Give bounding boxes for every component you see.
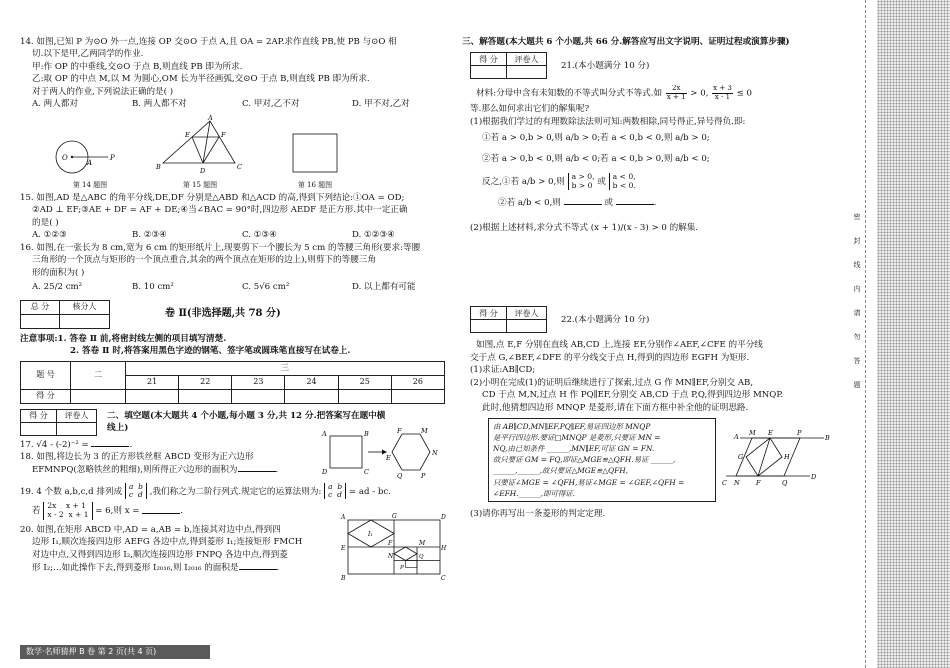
- fill-section-title: 二、填空题(本大题共 4 个小题,每小题 3 分,共 12 分.把答案写在题中横: [107, 410, 386, 421]
- q21-ex2-denominator: x - 1: [714, 92, 731, 101]
- q21-rule4: ②若 a/b < 0,则 或 .: [498, 198, 657, 209]
- seal-char-1: 密: [853, 213, 861, 221]
- q14-stem2: 切.以下是甲,乙两同学的作业.: [32, 49, 144, 60]
- fig15-label-f: F: [221, 130, 226, 139]
- q16-line1: 16. 如图,在一张长为 8 cm,宽为 6 cm 的矩形纸片上,现要剪下一个腰长为 5 cm 的等腰三角形(要求:等腰: [20, 242, 421, 253]
- q21-system-2: [609, 173, 636, 190]
- q21-rule4-text: ②若 a/b < 0,则: [498, 198, 561, 209]
- fill-grader-score-label: 得 分: [21, 409, 57, 422]
- fig18-label-e: E: [386, 453, 391, 462]
- q19-rule-b: b: [337, 482, 343, 491]
- fig22-label-h: H: [784, 453, 790, 462]
- q21-or: 或: [597, 177, 606, 188]
- q20-line4: 形 I₂;…如此操作下去,得到菱形 I₂₀₁₆,则 I₂₀₁₆ 的面积是 .: [32, 563, 280, 573]
- q19-line1-end: = ad - bc.: [348, 486, 391, 497]
- q22-grader-box: [470, 306, 547, 333]
- fig20-label-q: Q: [419, 553, 424, 560]
- fill-section-title2: 线上): [107, 422, 129, 433]
- score-table-part-two: 二: [71, 361, 126, 389]
- q21-part1: (1)根据我们学过的有理数除法法则可知:两数相除,同号得正,异号得负.即:: [470, 116, 746, 127]
- q22-header: [470, 306, 850, 333]
- fig18-label-b: B: [364, 429, 369, 438]
- q21-grader-reviewer-label: 评卷人: [507, 53, 547, 66]
- score-cell-21[interactable]: [126, 389, 179, 403]
- figure-20: [340, 512, 450, 582]
- page-footer: 数学·名师猜押 B 卷 第 2 页(共 4 页): [20, 645, 210, 659]
- seal-char-8: 题: [853, 381, 861, 389]
- q19-rule-d: d: [337, 490, 342, 500]
- q14-jia: 甲:作 OP 的中垂线,交⊙O 于点 B,则直线 PB 即为所求.: [32, 61, 243, 72]
- question-14: [20, 36, 450, 111]
- score-table-col-25: 25: [338, 375, 391, 389]
- q15-line1: 15. 如图,AD 是△ABC 的角平分线,DE,DF 分别是△ABD 和△ACD 的高,得到下列结论:①OA = OD;: [20, 193, 405, 203]
- q14-option-a[interactable]: A. 两人都对: [32, 99, 79, 110]
- figure-18: [320, 428, 450, 486]
- fig20-label-c: C: [441, 574, 446, 582]
- fig14-label-a: A: [87, 158, 93, 167]
- score-table-score-label: 得 分: [21, 389, 71, 403]
- q21-intro2: 等.那么如何求出它们的解集呢?: [470, 104, 590, 115]
- q21-title: 21.(本小题满分 10 分): [561, 60, 650, 71]
- q21-grader-reviewer-cell[interactable]: [507, 66, 547, 79]
- figure-14: [40, 137, 140, 190]
- fig22-label-q: Q: [782, 479, 788, 488]
- q17: 17. √4 - (-2)⁻² = .: [20, 439, 133, 450]
- score-cell-24[interactable]: [285, 389, 338, 403]
- score-checker-label: 核分人: [60, 300, 110, 314]
- q17-answer-blank[interactable]: [91, 438, 129, 447]
- q22-proof-box[interactable]: [488, 418, 716, 502]
- q18-line1: 18. 如图,将边长为 3 的正方形铁丝框 ABCD 变形为正六边形: [20, 451, 254, 462]
- fig18-label-q: Q: [397, 471, 403, 480]
- figure-22: [722, 426, 832, 496]
- q15-line3: 的是( ): [32, 217, 59, 228]
- q14-judge: 对于两人的作业,下列说法正确的是( ): [32, 86, 174, 97]
- q19-answer-blank[interactable]: [142, 505, 180, 514]
- q21-part2: (2)根据上述材料,求分式不等式 (x + 1)/(x - 3) > 0 的解集.: [470, 222, 699, 233]
- q19-m22: x + 1: [68, 510, 89, 520]
- fig20-label-a: A: [341, 513, 346, 521]
- fig15-label-a: A: [208, 114, 213, 122]
- fig22-label-n: N: [734, 479, 740, 488]
- question-16: [20, 242, 450, 294]
- score-table-col-21: 21: [126, 375, 179, 389]
- q15-option-b[interactable]: B. ②③④: [132, 230, 167, 241]
- q19-det-d: d: [137, 490, 143, 500]
- q21-sys2-a: a < 0,: [612, 172, 636, 181]
- q18-line2: EFMNPQ(忽略铁丝的粗细),则所得正六边形的面积为 .: [32, 465, 279, 476]
- figure-16-caption: 第 16 题图: [297, 180, 333, 189]
- q21-header: [470, 52, 850, 79]
- q22-grader-score-label: 得 分: [471, 307, 507, 320]
- score-table-col-24: 24: [285, 375, 338, 389]
- fig15-label-b: B: [156, 162, 161, 171]
- proof-line-5: ______,______,故只要证△MGE≌△QFH,: [493, 466, 629, 476]
- score-cell-22[interactable]: [179, 389, 232, 403]
- q19-given-determinant: [43, 502, 92, 519]
- score-cell-26[interactable]: [391, 389, 444, 403]
- q20-line3: 对边中点,又得到四边形 I₂,顺次连接四边形 FNPQ 各边中点,得到菱: [32, 549, 288, 560]
- q16-line2: 三角形的一个顶点与矩形的一个顶点重合,其余的两个顶点在矩形的边上),则剪下的等腰三角: [32, 255, 376, 266]
- fig22-label-c: C: [722, 479, 727, 488]
- seal-char-5: 请: [853, 309, 861, 317]
- fig20-label-e: E: [341, 544, 346, 552]
- seal-char-7: 答: [853, 357, 861, 365]
- q21-ex2-numerator: x + 3: [713, 85, 732, 93]
- fig22-label-a: A: [734, 433, 739, 442]
- score-table-col-23: 23: [232, 375, 285, 389]
- q14-yi: 乙:取 OP 的中点 M,以 M 为圆心,OM 长为半径画弧,交⊙O 于点 B,则直线 PB 即为所求.: [32, 74, 370, 85]
- q19-rule-a: a: [328, 482, 333, 491]
- fill-grader-reviewer-cell[interactable]: [57, 422, 97, 435]
- q16-line3: 形的面积为( ): [32, 267, 85, 278]
- q22-line7: (3)请你再写出一条菱形的判定定理.: [470, 508, 606, 519]
- score-checker-cell[interactable]: [60, 314, 110, 328]
- fig22-label-f: F: [756, 479, 761, 488]
- score-table-part-three: 三: [126, 361, 445, 375]
- proof-line-1: 由 AB∥CD,MN∥EF,PQ∥EF,易证四边形 MNQP: [493, 422, 651, 432]
- fill-grader-box: [20, 409, 97, 436]
- q19-det-b: b: [138, 482, 143, 491]
- q16-option-a[interactable]: A. 25/2 cm²: [32, 282, 83, 293]
- figure-16: [260, 131, 370, 190]
- q21-grader-box: [470, 52, 547, 79]
- q22-grader-score-cell[interactable]: [471, 320, 507, 333]
- q21-grader-score-cell[interactable]: [471, 66, 507, 79]
- seal-line-text: [852, 205, 862, 397]
- fig22-label-p: P: [797, 429, 802, 438]
- q21-intro-text: 材料:分母中含有未知数的不等式叫分式不等式.如: [476, 88, 663, 99]
- q14-option-b[interactable]: B. 两人都不对: [132, 99, 187, 110]
- fig18-label-p: P: [421, 471, 426, 480]
- q19-m11: 2x: [47, 502, 57, 511]
- fig18-label-d: D: [322, 467, 328, 476]
- fig18-label-f: F: [397, 427, 402, 435]
- note-2: 2. 答卷 Ⅱ 时,将答案用黑色字迹的钢笔、签字笔或圆珠笔直接写在试卷上.: [70, 346, 351, 357]
- figure-14-caption: 第 14 题图: [72, 180, 108, 189]
- q20-answer-blank[interactable]: [239, 561, 277, 570]
- binding-margin-pattern: [877, 0, 950, 668]
- q21-blank-1[interactable]: [564, 196, 602, 205]
- fig14-label-o: O: [62, 153, 68, 162]
- q19-line2-rest: = 6,则 x =: [95, 506, 140, 517]
- question-21: [470, 85, 850, 234]
- q21-rule3: [470, 173, 850, 190]
- q19-determinant-abcd: [125, 483, 147, 500]
- q22-grader-reviewer-cell[interactable]: [507, 320, 547, 333]
- fig18-label-a: A: [322, 429, 327, 438]
- figure-14-drawing: [50, 137, 130, 177]
- question-22: [470, 339, 850, 520]
- q22-title: 22.(本小题满分 10 分): [561, 314, 650, 325]
- score-cell-part-two[interactable]: [71, 389, 126, 403]
- q14-stem: 14. 如图,已知 P 为⊙O 外一点,连接 OP 交⊙O 于点 A,且 OA = 2AP.求作直线 PB,使 PB 与⊙O 相: [20, 37, 397, 47]
- fig20-label-d: D: [441, 513, 446, 521]
- total-score-label: 总 分: [21, 300, 60, 314]
- q21-ex1-numerator: 2x: [666, 85, 687, 93]
- seal-char-2: 封: [853, 237, 861, 245]
- q21-ex1-relation: > 0,: [690, 88, 709, 99]
- score-cell-23[interactable]: [232, 389, 285, 403]
- score-cell-25[interactable]: [338, 389, 391, 403]
- fig22-label-b: B: [825, 434, 830, 443]
- figures-14-16: [40, 115, 450, 190]
- fig15-label-c: C: [237, 162, 242, 171]
- q19-rule-c: c: [328, 490, 333, 500]
- q16-options: [20, 281, 450, 293]
- q15-option-c[interactable]: C. ①③④: [242, 230, 277, 241]
- q16-option-d[interactable]: D. 以上都有可能: [352, 282, 416, 293]
- figure-16-drawing: [290, 131, 340, 177]
- q20-line1: 20. 如图,在矩形 ABCD 中,AD = a,AB = b,连接其对边中点,得到四: [20, 524, 281, 535]
- q21-ex1-denominator: x + 1: [666, 92, 686, 101]
- q15-line2: ②AD ⊥ EF;③AE + DF = AF + DE;④当∠BAC = 90°时,四边形 AEDF 是正方形.其中一定正确: [32, 205, 408, 216]
- right-column: [462, 36, 850, 520]
- proof-line-3: NQ,由已知条件 ______,MN∥EF,可证 GN = FN.: [493, 444, 655, 454]
- q16-option-b[interactable]: B. 10 cm²: [132, 282, 174, 293]
- q15-option-a[interactable]: A. ①②③: [32, 230, 67, 241]
- notes: [20, 333, 450, 358]
- q20-line2: 边形 I₁,顺次连接四边形 AEFG 各边中点,得到菱形 I₁;连接矩形 FMCH: [32, 537, 303, 548]
- q22-line3: (1)求证:AB∥CD;: [470, 365, 536, 376]
- q19-line2-prefix: 若: [32, 506, 41, 517]
- fig15-label-d: D: [200, 166, 206, 175]
- fig22-label-d: D: [811, 473, 817, 482]
- q17-text: 17. √4 - (-2)⁻² =: [20, 439, 92, 450]
- note-1: 注意事项:1. 答卷 Ⅱ 前,将密封线左侧的项目填写清楚.: [20, 333, 227, 344]
- fill-grader-score-cell[interactable]: [21, 422, 57, 435]
- q21-blank-2[interactable]: [616, 196, 654, 205]
- q21-rule3-text: 反之,①若 a/b > 0,则: [482, 177, 565, 188]
- part2-title: 卷 Ⅱ(非选择题,共 78 分): [165, 307, 281, 319]
- fig20-label-b: B: [341, 574, 346, 582]
- fig15-label-e: E: [185, 130, 190, 139]
- fig20-label-f: F: [388, 539, 393, 547]
- figure-15: [140, 115, 260, 190]
- fill-grader-reviewer-label: 评卷人: [57, 409, 97, 422]
- q14-option-d[interactable]: D. 甲不对,乙对: [352, 99, 410, 110]
- q21-example-1: [666, 85, 687, 101]
- q14-options: [20, 98, 450, 110]
- section-3-title: 三、解答题(本大题共 6 个小题,共 66 分.解答应写出文字说明、证明过程或演算步骤): [462, 37, 790, 47]
- seal-char-6: 勿: [853, 333, 861, 341]
- q20-line4-text: 形 I₂;…如此操作下去,得到菱形 I₂₀₁₆,则 I₂₀₁₆ 的面积是: [32, 563, 239, 573]
- fig22-label-e: E: [768, 429, 773, 438]
- q19-det-c: c: [128, 490, 134, 500]
- q19-line2: 若 2x x + 1 x - 2 x + 1 = 6,则 x = .: [32, 502, 183, 520]
- q22-line6: 此时,他猜想四边形 MNQP 是菱形,请在下面方框中补全他的证明思路.: [482, 402, 749, 413]
- proof-line-6: 只要证∠MGE = ∠QFH,易证∠MGE = ∠GEF,∠QFH =: [493, 477, 685, 487]
- fig20-label-m: M: [419, 539, 426, 547]
- seal-char-3: 线: [853, 261, 861, 269]
- left-column: [20, 36, 450, 582]
- proof-line-4: 故只要证 GM = FQ,即证△MGE≌△QFH.易证 ______,: [493, 455, 676, 465]
- q14-option-c[interactable]: C. 甲对,乙不对: [242, 99, 300, 110]
- q19-line1-text: 19. 4 个数 a,b,c,d 排列成: [20, 486, 123, 497]
- q21-rule1: ①若 a > 0,b > 0,则 a/b > 0;若 a < 0,b < 0,则 a/b > 0;: [482, 133, 710, 144]
- fig20-label-g: G: [392, 512, 397, 520]
- fig14-label-p: P: [110, 153, 115, 162]
- score-table-col-22: 22: [179, 375, 232, 389]
- seal-char-4: 内: [853, 285, 861, 293]
- q21-rule2: ②若 a > 0,b < 0,则 a/b < 0;若 a < 0,b > 0,则 a/b < 0;: [482, 153, 710, 164]
- q15-option-d[interactable]: D. ①②③④: [352, 230, 395, 241]
- proof-line-7: ∠EFH.______,即可得证.: [493, 488, 575, 498]
- fig18-label-c: C: [364, 467, 369, 476]
- fig22-label-m: M: [749, 429, 756, 438]
- q22-line1: 如图,点 E,F 分别在直线 AB,CD 上,连接 EF,分别作∠AEF,∠CFE 的平分线: [476, 340, 763, 351]
- fig18-label-m: M: [421, 427, 428, 435]
- q21-ex2-relation: ≤ 0: [736, 88, 753, 99]
- q15-options: [20, 229, 450, 241]
- q22-line2: 交于点 G,∠BEF,∠DFE 的平分线交于点 H,得到的四边形 EGFH 为矩形.: [470, 352, 750, 363]
- score-table-qno-label: 题 号: [21, 361, 71, 389]
- part2-header: [20, 300, 450, 329]
- q19-det-a: a: [128, 482, 134, 491]
- q19-m12: x + 1: [65, 502, 86, 511]
- q16-option-c[interactable]: C. 5√6 cm²: [242, 282, 290, 293]
- q21-or-2: 或: [604, 198, 613, 209]
- q18-answer-blank[interactable]: [238, 463, 276, 472]
- q21-example-2: [712, 85, 733, 101]
- q22-grader-reviewer-label: 评卷人: [507, 307, 547, 320]
- figure-15-drawing: [155, 115, 245, 177]
- fig20-label-i1: I₁: [368, 530, 373, 538]
- fig20-label-h: H: [441, 544, 447, 552]
- question-15: [20, 192, 450, 242]
- q21-grader-score-label: 得 分: [471, 53, 507, 66]
- q19-line1-middle: ,我们称之为二阶行列式.规定它的运算法则为:: [149, 486, 322, 497]
- q21-system-1: [568, 173, 595, 190]
- fig18-label-n: N: [432, 448, 438, 457]
- q21-sys1-a: a > 0,: [571, 172, 595, 181]
- total-score-cell[interactable]: [21, 314, 60, 328]
- total-score-box: [20, 300, 110, 329]
- score-table-col-26: 26: [391, 375, 444, 389]
- seal-line: [865, 0, 866, 668]
- fig22-label-g: G: [738, 453, 744, 462]
- q19-m21: x - 2: [47, 510, 64, 520]
- q22-proof-area: [488, 418, 850, 502]
- fig20-label-p: P: [400, 564, 404, 571]
- q22-line4: (2)小明在完成(1)的证明后继续进行了探索,过点 G 作 MN∥EF,分别交 AB,: [470, 377, 754, 388]
- q21-sys2-b: b < 0.: [612, 180, 636, 190]
- score-table: [20, 361, 445, 404]
- q21-intro: [470, 85, 850, 101]
- q22-line5: CD 于点 M,N,过点 H 作 PQ∥EF,分别交 AB,CD 于点 P,Q,得到四边形 MNQP.: [482, 390, 784, 401]
- fig20-label-n: N: [388, 552, 394, 560]
- q21-sys1-b: b > 0: [571, 180, 593, 190]
- q18-line2-text: EFMNPQ(忽略铁丝的粗细),则所得正六边形的面积为: [32, 465, 238, 476]
- figure-15-caption: 第 15 题图: [182, 180, 218, 189]
- proof-line-2: 是平行四边形.要证□MNQP 是菱形,只要证 MN =: [493, 433, 661, 443]
